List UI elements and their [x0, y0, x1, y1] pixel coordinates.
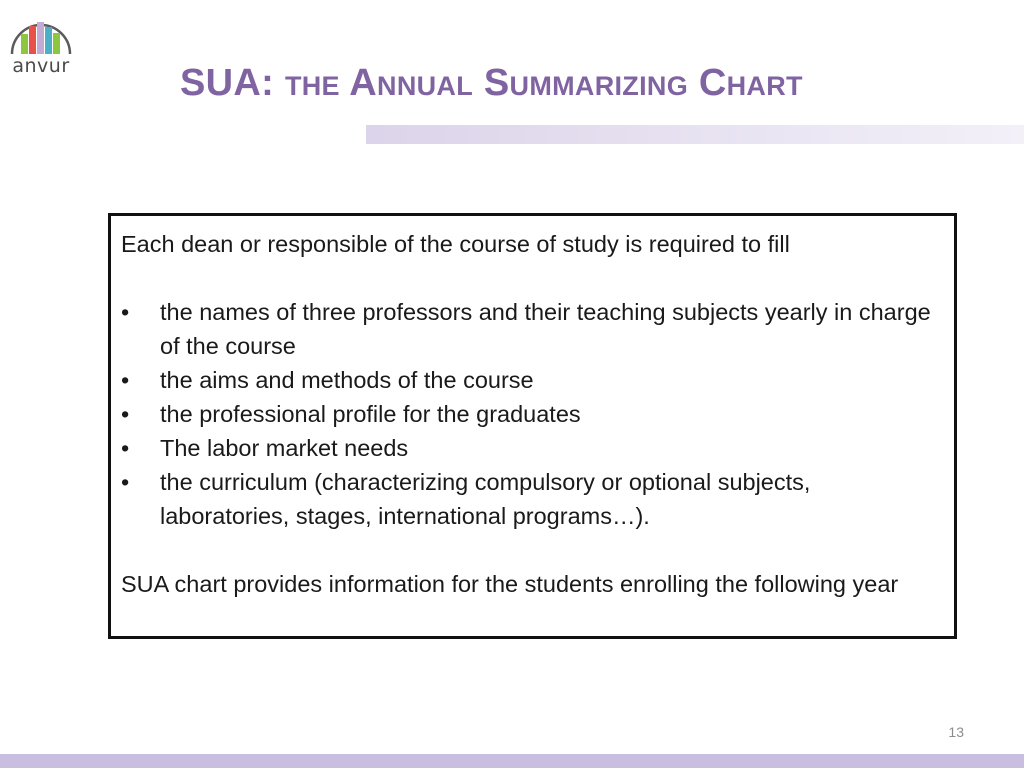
content-text [111, 216, 954, 601]
list-item [121, 295, 944, 363]
bullet-icon: • [121, 469, 130, 495]
logo-bar [37, 22, 44, 54]
logo-bar [21, 34, 28, 54]
bullet-icon: • [121, 367, 130, 393]
list-item [121, 431, 944, 465]
bullet-icon: • [121, 299, 130, 325]
list-item-text: the names of three professors and their teaching subjects yearly in charge of the course [160, 299, 931, 359]
logo-bar [29, 26, 36, 54]
spacer [121, 533, 944, 567]
content-box [108, 213, 957, 639]
list-item-text: the aims and methods of the course [160, 367, 534, 393]
list-item-text: The labor market needs [160, 435, 409, 461]
anvur-logo [6, 18, 76, 80]
list-item [121, 363, 944, 397]
logo-text: anvur [12, 55, 70, 77]
list-item-text: the curriculum (characterizing compulsory or optional subjects, laboratories, stages, international programs…). [160, 469, 811, 529]
list-item-text: the professional profile for the graduates [160, 401, 581, 427]
anvur-logo-icon [6, 18, 76, 58]
page-number: 13 [948, 724, 964, 740]
slide-title: SUA: the Annual Summarizing Chart [180, 62, 803, 104]
spacer [121, 261, 944, 295]
list-item [121, 465, 944, 533]
bullet-icon: • [121, 401, 130, 427]
logo-bar [53, 33, 60, 54]
title-underline-band [366, 125, 1024, 144]
closing-text: SUA chart provides information for the students enrolling the following year [121, 571, 899, 597]
footer-bar [0, 754, 1024, 768]
intro-text: Each dean or responsible of the course of study is required to fill [121, 231, 790, 257]
list-item [121, 397, 944, 431]
bullet-icon: • [121, 435, 130, 461]
requirements-list [121, 295, 944, 533]
logo-bar [45, 27, 52, 54]
